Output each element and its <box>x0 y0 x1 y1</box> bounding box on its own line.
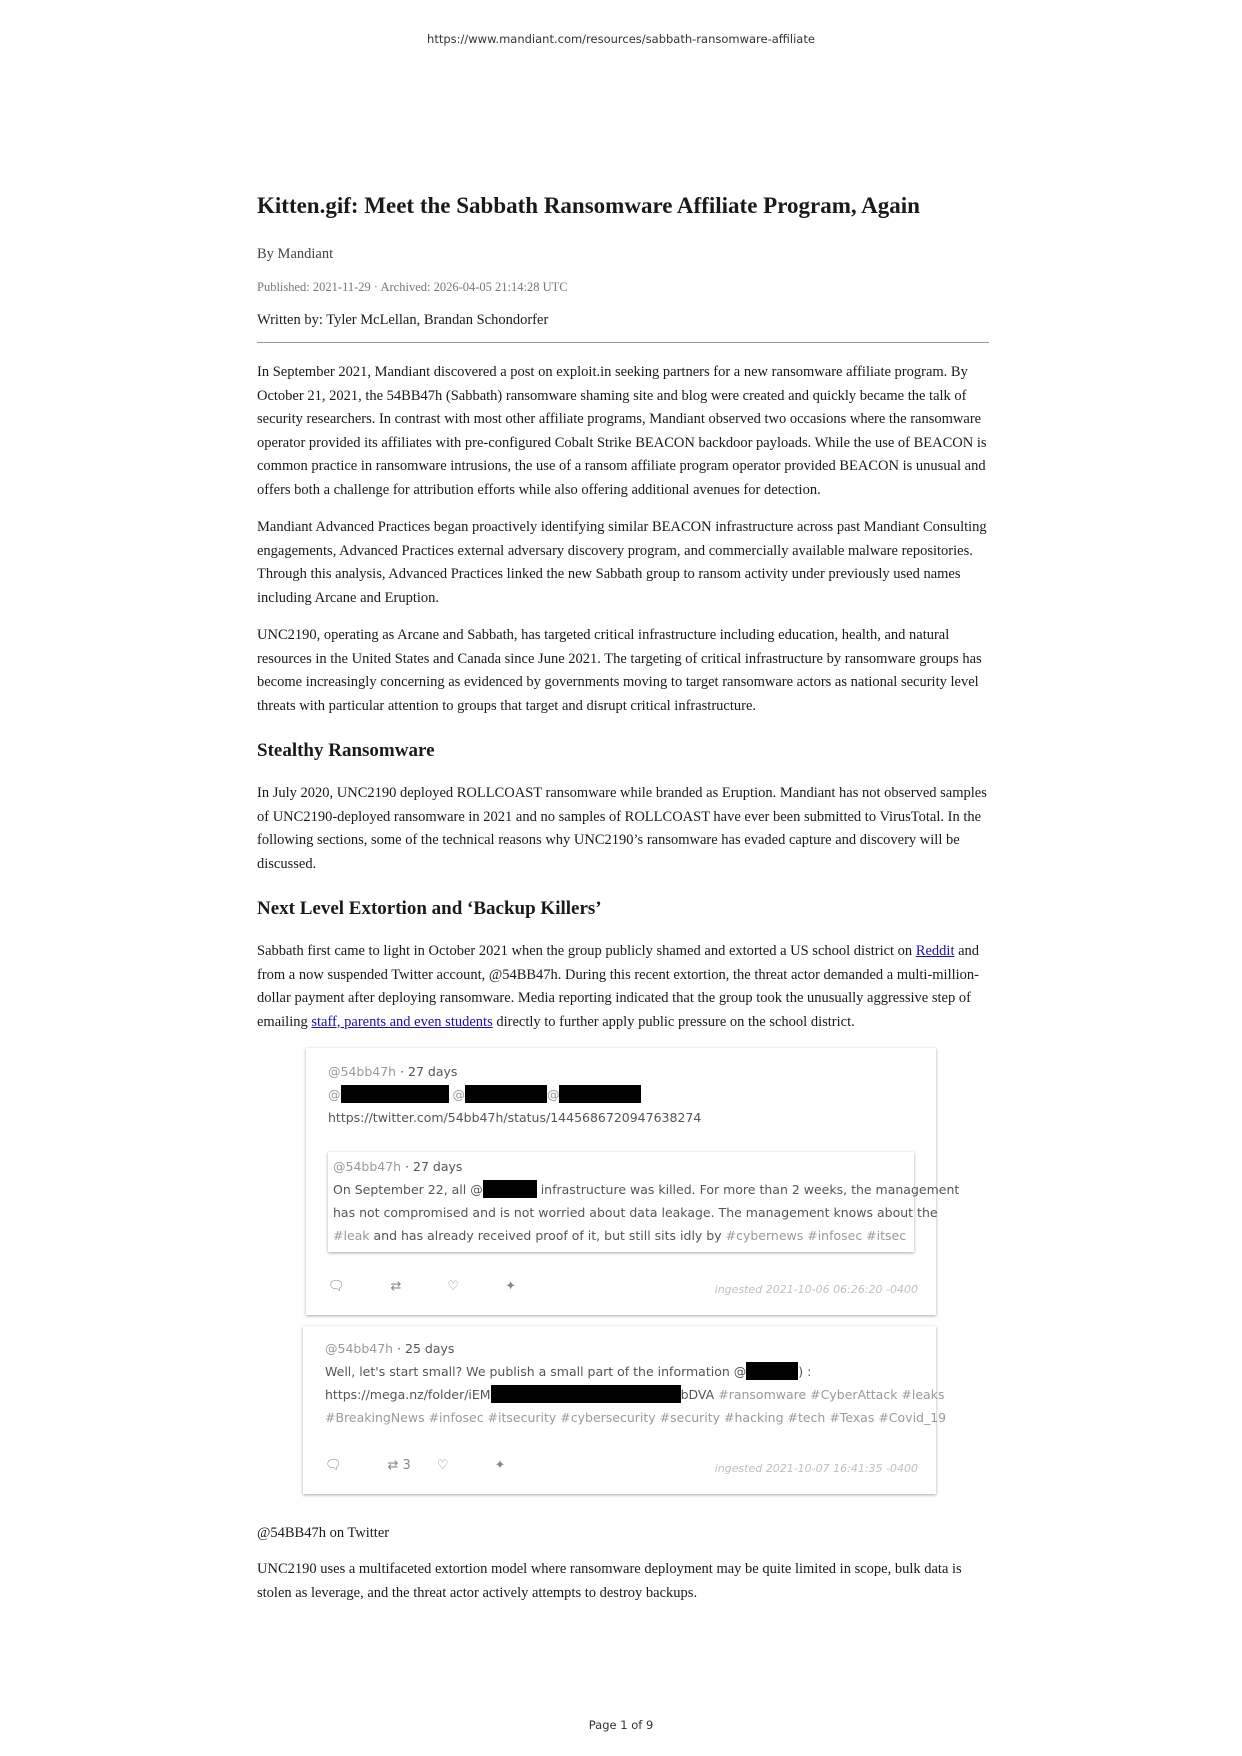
tweet-1-link: https://twitter.com/54bb47h/status/1445686720947638274 <box>328 1110 702 1125</box>
tweet-2-line-3: #BreakingNews #infosec #itsecurity #cybersecurity #security #hacking #tech #Texas #Covid_19 <box>325 1410 947 1425</box>
quoted-tweet <box>328 1152 960 1252</box>
article-title: Kitten.gif: Meet the Sabbath Ransomware Affiliate Program, Again <box>257 193 920 218</box>
tweet-2-ingested: ingested 2021-10-07 16:41:35 -0400 <box>714 1462 918 1475</box>
like-icon[interactable]: ♡ <box>436 1458 449 1473</box>
retweet-count: 3 <box>402 1458 411 1473</box>
redaction-block <box>491 1385 681 1403</box>
paragraph-6: UNC2190 uses a multifaceted extortion model where ransomware deployment may be quite limited in scope, bulk data is stolen as leverage, and the threat actor actively attempts to destroy backups. <box>257 1561 962 1601</box>
reddit-link[interactable]: Reddit <box>915 943 955 959</box>
twitter-bird-icon[interactable]: ✦ <box>505 1279 516 1294</box>
divider <box>257 342 989 343</box>
redaction-block <box>746 1362 798 1380</box>
reply-icon[interactable]: 🗨 <box>325 1458 342 1473</box>
publish-meta: Published: 2021-11-29 · Archived: 2026-04-05 21:14:28 UTC <box>257 280 568 294</box>
tweet-card-1 <box>306 1048 960 1315</box>
twitter-bird-icon[interactable]: ✦ <box>494 1458 506 1473</box>
paragraph-5-text-a: Sabbath first came to light in October 2021 when the group publicly shamed and extorted a US school district on <box>257 943 916 959</box>
figure-caption: @54BB47h on Twitter <box>257 1525 390 1541</box>
tweet-1-header <box>328 1061 457 1083</box>
quote-handle: @54bb47h <box>333 1159 402 1174</box>
paragraph-5 <box>257 940 989 1034</box>
tweet-1-mentions: @ @ @ <box>328 1084 641 1106</box>
reply-icon[interactable]: 🗨 <box>328 1279 345 1294</box>
redaction-block <box>483 1180 537 1198</box>
byline: By Mandiant <box>257 246 334 262</box>
tweet-2-line-1: Well, let's start small? We publish a small part of the information @ ) : <box>325 1364 812 1379</box>
paragraph-5-text-c: directly to further apply public pressure on the school district. <box>492 1013 855 1030</box>
tweet-1-handle: @54bb47h <box>328 1064 397 1079</box>
tweet-card-2 <box>303 1326 947 1494</box>
heading-next-level-extortion: Next Level Extortion and ‘Backup Killers’ <box>257 898 602 919</box>
twitter-screenshot <box>303 1048 963 1508</box>
quote-header <box>333 1156 462 1178</box>
paragraph-5-text-b: and from a now suspended Twitter account, @54BB47h. During this recent extortion, the threat actor demanded a multi-million-dollar payment after deploying ransomware. Media reporting indicated that the group took the unusually aggressive step of emailing <box>257 943 980 1030</box>
paragraph-2: Mandiant Advanced Practices began proactively identifying similar BEACON infrastructure across past Mandiant Consulting engagements, Advanced Practices external adversary discovery program, and commercially available malware repositories. Through this analysis, Advanced Practices linked the new Sabbath group to ransom activity under previously used names including Arcane and Eruption. <box>257 519 987 606</box>
like-icon[interactable]: ♡ <box>447 1279 460 1294</box>
retweet-icon[interactable]: ⇄ <box>390 1279 402 1294</box>
paragraph-1: In September 2021, Mandiant discovered a post on exploit.in seeking partners for a new ransomware affiliate program. By October 21, 2021, the 54BB47h (Sabbath) ransomware shaming site and blog were created and quickly became the talk of security researchers. In contrast with most other affiliate programs, Mandiant observed two occasions where the ransomware operator provided its affiliates with pre-configured Cobalt Strike BEACON backdoor payloads. While the use of BEACON is common practice in ransomware intrusions, the use of a ransom affiliate program operator provided BEACON is unusual and offers both a challenge for attribution efforts while also offering additional avenues for detection. <box>257 364 987 498</box>
paragraph-3: UNC2190, operating as Arcane and Sabbath, has targeted critical infrastructure including education, health, and natural resources in the United States and Canada since June 2021. The targeting of critical infrastructure by ransomware groups has become increasingly concerning as evidenced by governments moving to target ransomware actors as national security level threats with particular attention to groups that target and disrupt critical infrastructure. <box>257 627 982 714</box>
tweet-2-actions <box>325 1458 505 1473</box>
tweet-2-line-2: https://mega.nz/folder/iEM bDVA #ransomware #CyberAttack #leaks <box>325 1387 945 1402</box>
tweet-2-age: · 25 days <box>397 1341 455 1356</box>
paragraph-4: In July 2020, UNC2190 deployed ROLLCOAST ransomware while branded as Eruption. Mandiant has not observed samples of UNC2190-deployed ransomware in 2021 and no samples of ROLLCOAST have ever been submitted to VirusTotal. In the following sections, some of the technical reasons why UNC2190’s ransomware has evaded capture and discovery will be discussed. <box>257 785 987 872</box>
quote-age: · 27 days <box>405 1159 463 1174</box>
authors: Written by: Tyler McLellan, Brandan Schondorfer <box>257 312 549 328</box>
redaction-block <box>465 1085 547 1103</box>
quote-line-3: #leak and has already received proof of it, but still sits idly by #cybernews #infosec #itsec <box>333 1228 907 1243</box>
article <box>257 190 989 1619</box>
tweet-1-ingested: ingested 2021-10-06 06:26:20 -0400 <box>714 1283 918 1296</box>
redaction-block <box>559 1085 641 1103</box>
tweet-1-age: · 27 days <box>400 1064 458 1079</box>
source-url: https://www.mandiant.com/resources/sabbath-ransomware-affiliate <box>427 32 815 46</box>
retweet-icon[interactable]: ⇄ 3 <box>387 1458 411 1473</box>
quote-line-2: has not compromised and is not worried about data leakage. The management knows about the <box>333 1205 938 1220</box>
tweet-2-header <box>325 1338 454 1360</box>
page-number: Page 1 of 9 <box>588 1718 654 1732</box>
quote-line-1: On September 22, all @ infrastructure was killed. For more than 2 weeks, the management <box>333 1182 960 1197</box>
tweet-1-actions <box>328 1279 516 1294</box>
staff-parents-students-link[interactable]: staff, parents and even students <box>311 1013 493 1030</box>
redaction-block <box>341 1085 449 1103</box>
tweet-2-handle: @54bb47h <box>325 1341 394 1356</box>
heading-stealthy-ransomware: Stealthy Ransomware <box>257 740 435 761</box>
